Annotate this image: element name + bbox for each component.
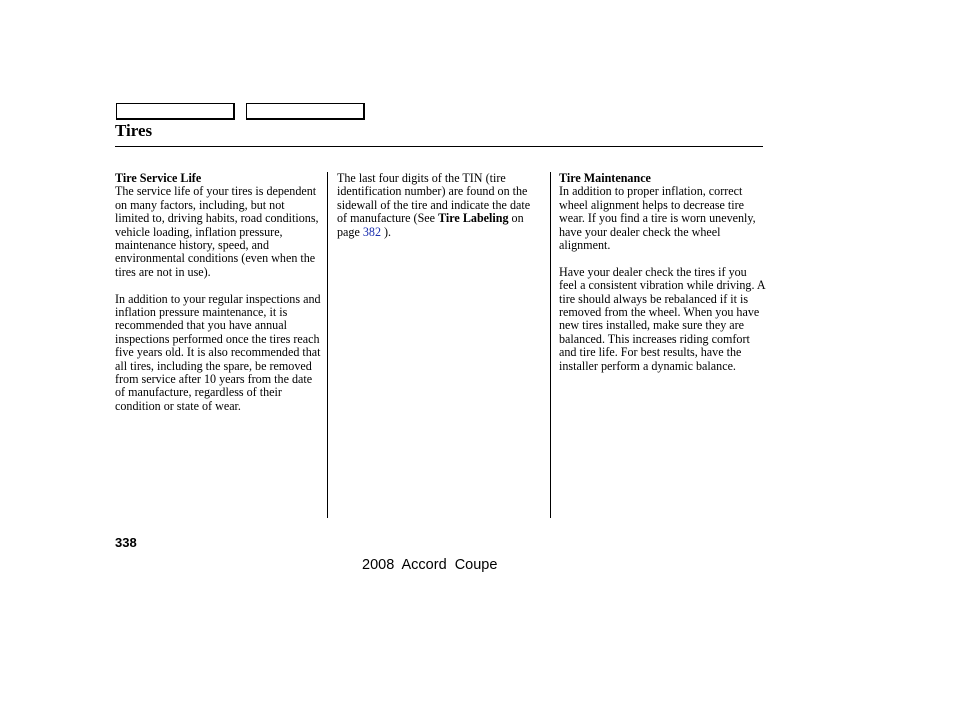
column-divider	[327, 172, 328, 518]
heading-tire-service-life: Tire Service Life	[115, 171, 202, 185]
column-tire-maintenance	[559, 172, 767, 386]
tin-text: The last four digits of the TIN (tire identification number) are found on the sidewall of the tire and indicate the date of manufacture (See	[337, 171, 531, 226]
section-tire-service-life	[115, 172, 321, 279]
closing-text: ).	[381, 224, 392, 239]
column-divider	[550, 172, 551, 518]
page-number: 338	[115, 535, 137, 550]
paragraph-tin-digits	[337, 172, 542, 239]
paragraph-tire-balancing: Have your dealer check the tires if you feel a consistent vibration while driving. A tire should always be rebalanced if it is removed from the wheel. When you have new tires installed, make sure they are balanced. This increases riding comfort and tire life. For best results, have the installer perform a dynamic balance.	[559, 264, 765, 373]
on-page-text: on page	[337, 211, 524, 239]
manual-title-footer: 2008 Accord Coupe	[362, 557, 498, 573]
section-tire-maintenance	[559, 172, 767, 252]
column-tire-service-life	[115, 172, 321, 427]
page-382-link[interactable]: 382	[362, 224, 381, 239]
page-title: Tires	[115, 121, 153, 140]
heading-tire-maintenance: Tire Maintenance	[559, 171, 651, 185]
nav-tab-index[interactable]	[246, 103, 365, 120]
paragraph-service-life-factors: The service life of your tires is dependent on many factors, including, but not limited to, driving habits, road conditions, vehicle loading, inflation pressure, maintenance history, speed, and environmental conditions (even when the tires are not in use).	[115, 184, 319, 279]
nav-tab-main-menu[interactable]	[116, 103, 235, 120]
title-divider	[115, 146, 763, 147]
column-tin-info	[337, 172, 542, 252]
tire-labeling-reference: Tire Labeling	[438, 211, 509, 226]
paragraph-annual-inspections: In addition to your regular inspections and inflation pressure maintenance, it is recommended that you have annual inspections performed once the tires reach five years old. It is also recommended that all tires, including the spare, be removed from service after 10 years from the date of manufacture, regardless of their condition or state of wear.	[115, 291, 321, 413]
paragraph-wheel-alignment: In addition to proper inflation, correct wheel alignment helps to decrease tire wear. If you find a tire is worn unevenly, have your dealer check the wheel alignment.	[559, 184, 756, 253]
